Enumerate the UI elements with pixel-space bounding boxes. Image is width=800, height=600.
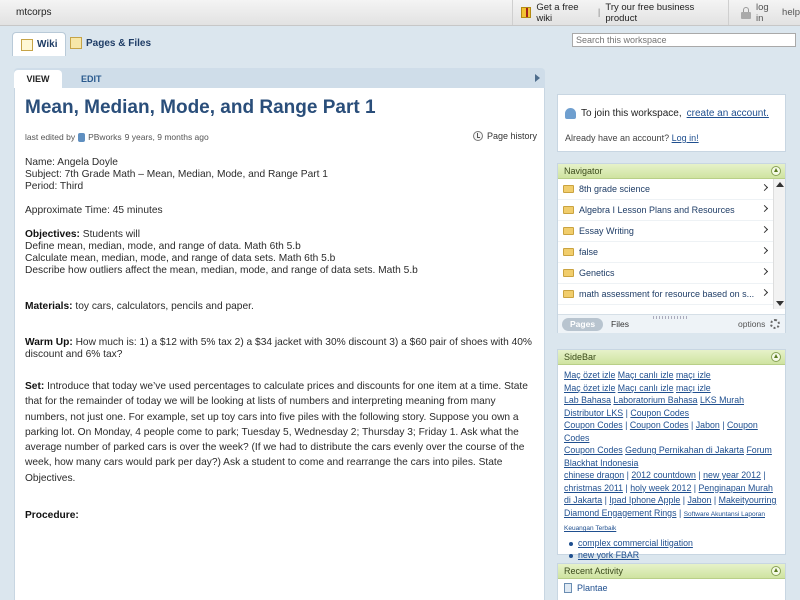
scroll-up-icon[interactable] [776,182,784,187]
sidebar-link[interactable]: new year 2012 [703,470,761,480]
folder-icon [70,37,82,49]
view-edit-tabs [14,68,545,88]
options-link[interactable]: options [738,319,766,329]
chevron-right-icon[interactable] [761,184,768,191]
sidebar-link[interactable]: Maç özet izle [564,370,616,380]
navigator-item-label: 8th grade science [579,184,651,194]
header-line: Name: Angela Doyle [25,157,118,168]
objectives-label: Objectives: [25,229,80,240]
navigator-item[interactable] [558,284,773,305]
divider [728,0,729,25]
objective-line: Define mean, median, mode, and range of data. Math 6th 5.b [25,241,301,252]
chevron-right-icon[interactable] [761,289,768,296]
folder-icon [563,185,574,193]
tab-pages-files[interactable] [62,32,159,54]
sidebar-bullet-list [564,537,779,561]
chevron-right-icon[interactable] [761,226,768,233]
free-wiki-link[interactable]: Get a free wiki [536,1,579,24]
tab-pages-files-label: Pages & Files [86,37,152,49]
have-account-text: Already have an account? [565,133,670,143]
sidebar-link[interactable]: Coupon Codes [564,445,623,455]
separator: | [625,407,628,418]
sidebar-title: SideBar [564,352,597,362]
set-label: Set: [25,381,45,392]
sidebar-link[interactable]: Laboratorium Bahasa [613,395,698,405]
navigator-item[interactable] [558,200,773,221]
login-link[interactable]: Log in! [671,133,699,143]
edited-time: 9 years, 9 months ago [124,132,209,142]
separator: | [625,482,628,493]
login-area [737,2,800,24]
tab-pages[interactable]: Pages [562,318,603,331]
separator: | [626,470,629,480]
sidebar-link[interactable]: Distributor LKS [564,407,624,418]
tab-view[interactable]: VIEW [14,70,62,88]
chevron-right-icon[interactable] [761,247,768,254]
separator: | [698,470,701,480]
gear-icon[interactable] [770,319,780,329]
sidebar-link[interactable]: Gedung Pernikahan di Jakarta [625,445,744,455]
sidebar-link[interactable]: maçı izle [675,370,711,380]
collapse-icon[interactable] [771,566,781,576]
folder-icon [563,290,574,298]
sidebar-link[interactable]: 2012 countdown [631,470,696,480]
folder-icon [563,206,574,214]
lock-icon [741,7,750,19]
navigator-scrollbar[interactable] [773,179,785,309]
warmup-block [25,337,540,361]
separator: | [693,482,697,493]
editor-name[interactable]: PBworks [88,132,122,142]
sidebar-link[interactable]: Makeityourring Diamond Engagement Rings [564,495,777,518]
business-product-link[interactable]: Try our free business product [605,1,695,24]
objective-line: Describe how outliers affect the mean, median, mode, and range of data sets. Math 5.b [25,265,418,276]
materials-label: Materials: [25,301,73,312]
chevron-right-icon[interactable] [761,205,768,212]
page-content [14,88,545,600]
warmup-text: How much is: 1) a $12 with 5% tax 2) a $34 jacket with 30% discount 3) a $60 pair of shoes with 40% discount and 6% tax? [25,337,532,360]
sidebar-link[interactable]: Jabon [695,420,720,430]
collapse-icon[interactable] [771,352,781,362]
collapse-arrow-icon[interactable] [535,74,540,82]
last-edited-label: last edited by [25,132,76,142]
sidebar-link[interactable]: christmas 2011 [564,482,623,493]
last-edited-meta [25,132,209,142]
navigator-item-label: math assessment for resource based on s... [579,289,755,299]
page-history-link[interactable] [473,131,537,141]
header-line: Period: Third [25,181,84,192]
sidebar-header [558,350,785,365]
join-text: To join this workspace, [581,108,682,119]
document-icon [564,583,572,593]
navigator-tabs [558,314,785,333]
objectives-block [25,229,540,277]
join-line [565,108,769,119]
login-link[interactable]: log in [756,1,769,24]
recent-item-label: Plantae [577,583,608,593]
scroll-down-icon[interactable] [776,301,784,306]
folder-icon [563,248,574,256]
navigator-title: Navigator [564,166,603,176]
navigator-item[interactable] [558,263,773,284]
separator: | [713,495,717,505]
navigator-list [558,179,773,309]
have-account-line [565,133,699,143]
separator: | [597,7,601,18]
separator: | [604,495,607,505]
sidebar-link[interactable]: chinese dragon [564,470,625,480]
sidebar-link[interactable]: Software Akuntansi Laporan Keuangan Terbaik [564,510,765,532]
sidebar-link[interactable]: Coupon Codes [564,420,623,430]
sidebar-widget [557,349,786,560]
gift-icon [521,7,531,18]
separator: | [682,495,686,505]
clock-icon [473,131,483,141]
procedure-label: Procedure: [25,510,79,522]
approx-time: Approximate Time: 45 minutes [25,205,163,216]
header-line: Subject: 7th Grade Math – Mean, Median, Mode, and Range Part 1 [25,169,328,180]
separator: | [722,420,725,430]
sidebar-links [558,365,785,561]
sidebar-link[interactable]: Ipad Iphone Apple [609,495,681,505]
workspace-name[interactable]: mtcorps [16,7,52,18]
recent-activity-header [558,564,785,579]
materials-block [25,301,540,313]
tab-wiki[interactable] [12,32,66,56]
sidebar-link[interactable]: Jabon [687,495,712,505]
objectives-intro: Students will [79,229,140,240]
procedure-block [25,510,540,522]
people-icon [565,108,576,119]
objective-line: Calculate mean, median, mode, and range of data sets. Math 6th 5.b [25,253,336,264]
sidebar-link[interactable]: Coupon Codes [630,407,690,418]
search-input[interactable] [572,33,796,47]
sidebar-link[interactable]: Maçı canlı izle [617,382,674,393]
folder-icon [563,269,574,277]
navigator-header [558,164,785,179]
collapse-icon[interactable] [771,166,781,176]
tab-edit[interactable]: EDIT [81,74,102,84]
navigator-item-label: Algebra I Lesson Plans and Resources [579,205,735,215]
separator: | [678,507,682,518]
sidebar-link[interactable]: maçı izle [675,382,711,393]
sidebar-link[interactable]: Penginapan Murah di Jakarta [564,482,773,505]
sidebar-link[interactable]: new york FBAR [578,549,640,560]
help-link[interactable]: help [782,7,800,18]
sidebar-link[interactable]: Forum Blackhat Indonesia [564,445,772,468]
tab-wiki-label: Wiki [37,39,58,50]
page-history-label: Page history [487,131,538,141]
navigator-item-label: Essay Writing [579,226,634,236]
page-title: Mean, Median, Mode, and Range Part 1 [25,97,376,118]
recent-activity-widget [557,563,786,600]
join-workspace-box [557,94,786,152]
sidebar-link[interactable]: LKS Murah [700,395,745,405]
navigator-item-label: false [579,247,599,257]
set-block [25,379,540,486]
sidebar-link[interactable]: Coupon Codes [564,420,758,443]
sidebar-link[interactable]: holy week 2012 [630,482,692,493]
sidebar-link[interactable]: Coupon Codes [629,420,689,430]
materials-text: toy cars, calculators, pencils and paper. [72,301,254,312]
create-account-link[interactable]: create an account. [686,108,769,119]
navigator-item[interactable] [558,242,773,263]
recent-activity-title: Recent Activity [564,566,624,576]
navigator-widget [557,163,786,333]
recent-activity-item[interactable] [558,579,785,597]
folder-icon [563,227,574,235]
navigator-item-label: Genetics [579,268,615,278]
separator: | [763,470,766,480]
set-text: Introduce that today we’ve used percentages to calculate prices and discounts for one item at a time. State that for the remainder of today we will be looking at lists of numbers and interpreting meaning from many numbers, not just one. For example, set up toy cars into five piles with the following story. Suppose you own a parking lot. On Monday, 4 people come to park; Tuesday 5, Wednesday 2; Thursday 3; Friday 1. Ask what the average number of parked cars is over the week? (If we had to distribute the cars evenly over the course of the week, how many cars would park per day?) Ask a student to come and rearrange the cars into piles. State Objectives. [25,381,528,484]
divider [512,0,513,25]
page-body [25,157,540,534]
promo-links [521,2,720,24]
wiki-icon [21,39,33,51]
sidebar-link[interactable]: complex commercial litigation [578,537,693,548]
sidebar-link[interactable]: Maç özet izle [564,382,616,393]
separator: | [625,420,628,430]
top-right-area [512,0,800,25]
chevron-right-icon[interactable] [761,268,768,275]
sidebar-link[interactable]: Lab Bahasa [564,395,611,405]
pbworks-icon [78,133,85,142]
navigator-item[interactable] [558,179,773,200]
tab-files[interactable]: Files [611,319,629,329]
resize-grip[interactable] [653,316,689,319]
list-item [578,549,779,561]
warmup-label: Warm Up: [25,337,73,348]
navigator-item[interactable] [558,221,773,242]
header-block [25,157,540,193]
list-item [578,537,779,549]
top-bar [0,0,800,26]
separator: | [691,420,694,430]
sidebar-link[interactable]: Maçı canlı izle [617,370,674,380]
